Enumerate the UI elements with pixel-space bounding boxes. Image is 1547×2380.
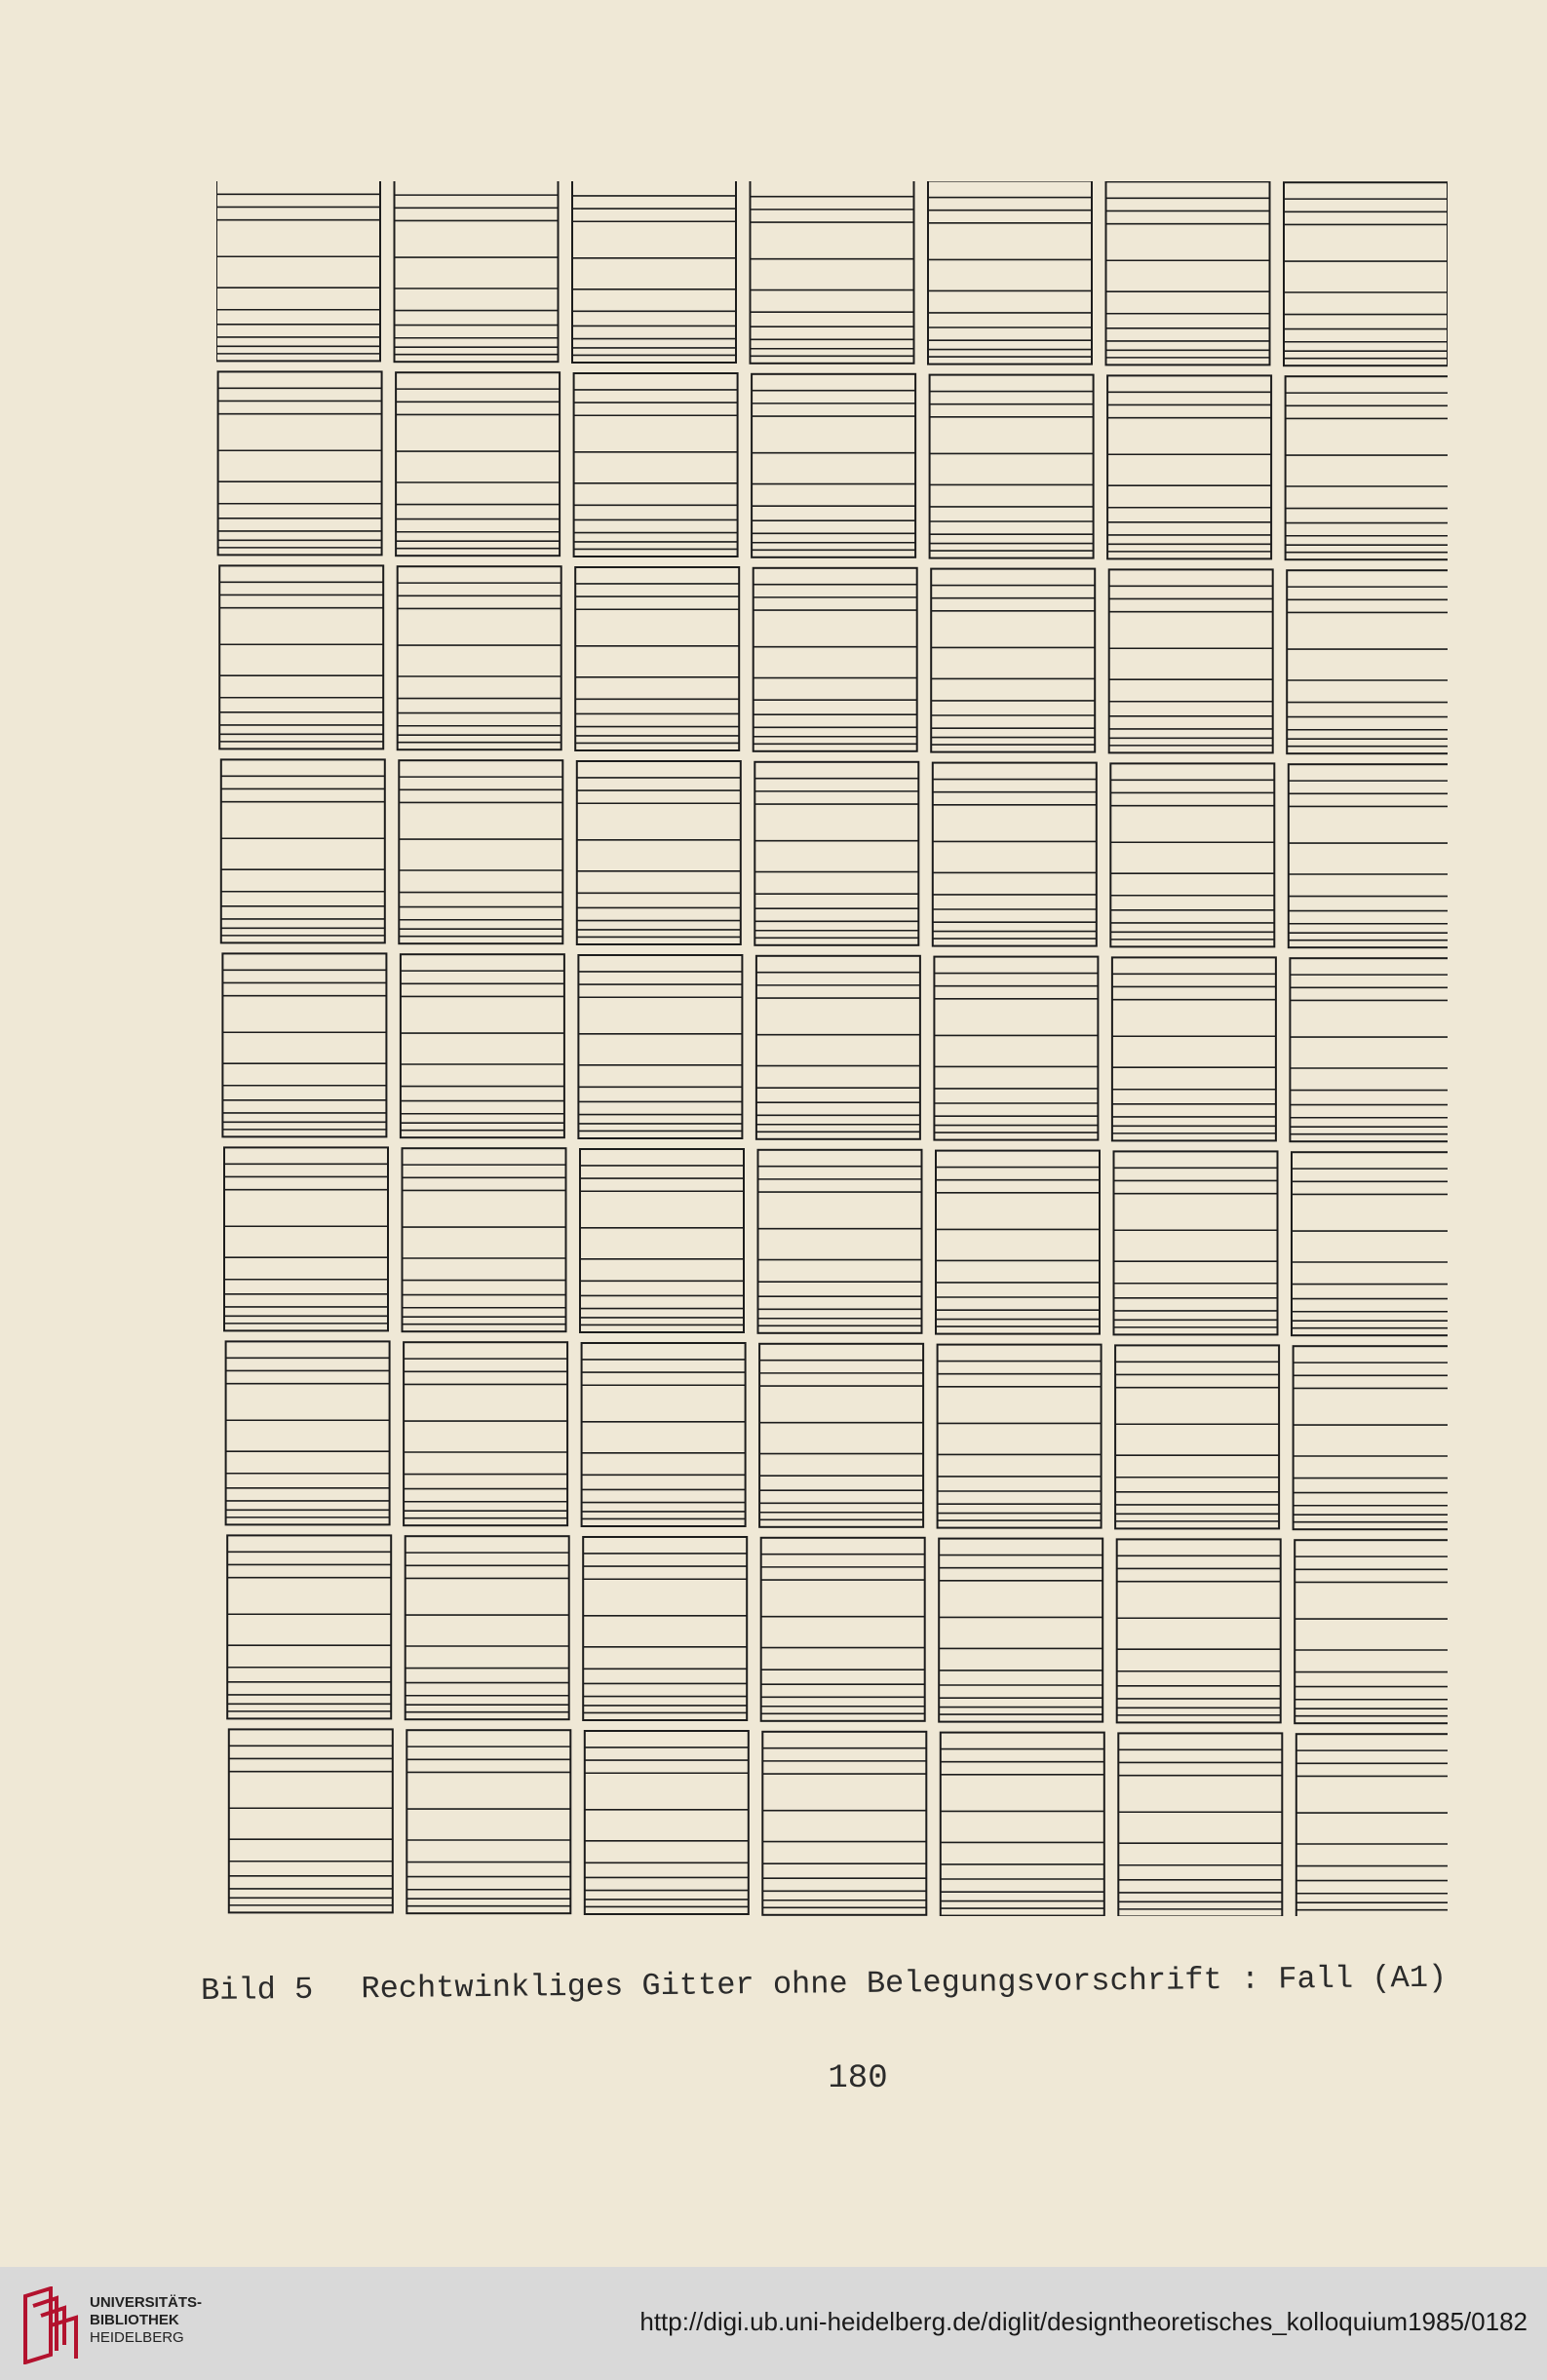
grid-cell <box>1294 1346 1448 1529</box>
grid-cell-border <box>221 759 385 942</box>
grid-cell <box>574 373 738 557</box>
grid-cell <box>1107 375 1271 558</box>
grid-cell <box>398 566 561 749</box>
grid-cell <box>227 1535 391 1718</box>
grid-cell <box>572 181 736 363</box>
grid-cell-border <box>754 762 918 945</box>
grid-cell <box>585 1731 749 1914</box>
grid-cell-border <box>1114 1151 1278 1334</box>
grid-cell-border <box>580 1149 744 1332</box>
grid-cell-border <box>1107 375 1271 558</box>
grid-cell-border <box>941 1733 1104 1916</box>
grid-cell-border <box>759 1344 923 1527</box>
grid-cell <box>928 181 1092 365</box>
library-name <box>90 2294 304 2347</box>
grid-cell <box>752 374 915 557</box>
grid-cell <box>218 371 382 555</box>
grid-cell <box>404 1342 567 1525</box>
grid-cell-border <box>938 1345 1102 1528</box>
grid-cell <box>226 1341 390 1524</box>
grid-cell <box>406 1536 569 1719</box>
grid-cell <box>222 953 386 1136</box>
grid-cell <box>1118 1733 1282 1916</box>
grid-cell <box>941 1733 1104 1916</box>
grid-cell <box>1117 1539 1281 1722</box>
grid-cell-border <box>583 1537 747 1720</box>
grid-cell-border <box>216 181 380 361</box>
grid-cell <box>754 762 918 945</box>
grid-cell-border <box>931 569 1095 752</box>
grid-cell <box>395 181 559 362</box>
grid-cell-border <box>218 371 382 555</box>
grid-cell <box>1290 958 1448 1141</box>
grid-cell-border <box>1109 569 1273 752</box>
grid-cell <box>396 372 560 556</box>
grid-cell-border <box>934 957 1098 1140</box>
grid-cell <box>931 569 1095 752</box>
grid-cell-border <box>1112 957 1276 1140</box>
grid-cell-border <box>752 374 915 557</box>
grid-cell-border <box>751 181 914 364</box>
grid-cell-border <box>582 1343 746 1526</box>
grid-cell <box>1284 182 1448 365</box>
grid-cell <box>221 759 385 942</box>
grid-cell <box>1109 569 1273 752</box>
grid-cell-border <box>1106 181 1270 365</box>
grid-cell-border <box>1118 1733 1282 1916</box>
grid-cell <box>1292 1152 1448 1335</box>
grid-cell-border <box>578 955 742 1138</box>
grid-cell <box>1112 957 1276 1140</box>
grid-cell <box>583 1537 747 1720</box>
rectangular-grid-figure <box>216 181 1448 1916</box>
grid-cell-border <box>1294 1346 1448 1529</box>
grid-cell <box>1286 376 1448 559</box>
grid-cell-border <box>1117 1539 1281 1722</box>
grid-cell <box>1287 570 1448 753</box>
grid-cell-border <box>761 1538 925 1721</box>
grid-cell-border <box>401 954 564 1137</box>
grid-cell-border <box>1287 570 1448 753</box>
grid-cell-border <box>933 763 1097 946</box>
caption-label: Bild 5 <box>200 1971 314 2009</box>
grid-cell <box>578 955 742 1138</box>
grid-cell <box>224 1147 388 1330</box>
grid-cell <box>577 761 741 944</box>
grid-cell-border <box>1295 1540 1448 1723</box>
grid-cell <box>580 1149 744 1332</box>
grid-cell <box>1114 1151 1278 1334</box>
grid-cell <box>403 1148 566 1331</box>
grid-cell-border <box>226 1341 390 1524</box>
grid-cell <box>751 181 914 364</box>
grid-cell-border <box>398 566 561 749</box>
grid-cell-border <box>585 1731 749 1914</box>
grid-cell-border <box>758 1150 922 1333</box>
grid-cell <box>406 1730 570 1913</box>
grid-cell <box>216 181 380 361</box>
grid-cell <box>759 1344 923 1527</box>
grid-cell <box>934 957 1098 1140</box>
grid-cell-border <box>930 375 1094 558</box>
grid-cell-border <box>219 565 383 749</box>
grid-cell-border <box>1296 1734 1448 1916</box>
grid-drawing <box>216 181 1448 1916</box>
grid-cell-border <box>229 1729 393 1912</box>
grid-cell <box>1289 764 1448 947</box>
grid-cell <box>401 954 564 1137</box>
grid-cell <box>1296 1734 1448 1916</box>
grid-cell-border <box>406 1730 570 1913</box>
library-name-line-1: UNIVERSITÄTS- <box>90 2294 203 2311</box>
grid-cell-border <box>756 956 920 1139</box>
grid-cell <box>936 1151 1100 1334</box>
grid-cell-border <box>754 568 917 751</box>
grid-cell-border <box>936 1151 1100 1334</box>
grid-cell-border <box>399 760 562 943</box>
grid-cell-border <box>1292 1152 1448 1335</box>
grid-cell <box>933 763 1097 946</box>
library-name-line-2: BIBLIOTHEK <box>90 2312 179 2328</box>
grid-cell <box>219 565 383 749</box>
grid-cell <box>1106 181 1270 365</box>
grid-cell-border <box>1286 376 1448 559</box>
grid-cell-border <box>575 567 739 750</box>
grid-cell-border <box>1110 763 1274 946</box>
footer-bar <box>0 2267 1547 2380</box>
grid-cell <box>939 1539 1102 1722</box>
library-name-line-3: HEIDELBERG <box>90 2329 184 2346</box>
grid-cell <box>399 760 562 943</box>
footer-url-link[interactable]: http://digi.ub.uni-heidelberg.de/diglit/designtheoretisches_kolloquium1985/0182 <box>639 2307 1528 2336</box>
grid-cell <box>1295 1540 1448 1723</box>
page-number: 180 <box>828 2060 888 2097</box>
grid-cell-border <box>1284 182 1448 365</box>
grid-cell-border <box>939 1539 1102 1722</box>
grid-cell <box>758 1150 922 1333</box>
grid-cell <box>229 1729 393 1912</box>
grid-cell-border <box>396 372 560 556</box>
grid-cell-border <box>574 373 738 557</box>
grid-cell-border <box>222 953 386 1136</box>
grid-cell <box>754 568 917 751</box>
grid-cell-border <box>227 1535 391 1718</box>
grid-cell-border <box>404 1342 567 1525</box>
grid-cell <box>762 1732 926 1915</box>
grid-cell <box>582 1343 746 1526</box>
grid-cell-border <box>403 1148 566 1331</box>
grid-cell-border <box>577 761 741 944</box>
grid-cell-border <box>1115 1345 1279 1528</box>
caption-text: Rechtwinkliges Gitter ohne Belegungsvorschrift : Fall (A1) <box>361 1959 1448 2008</box>
grid-cell-border <box>406 1536 569 1719</box>
grid-cell-border <box>928 181 1092 365</box>
figure-caption <box>201 1953 1488 2015</box>
grid-cell-border <box>224 1147 388 1330</box>
grid-cell <box>1115 1345 1279 1528</box>
grid-cell-border <box>1289 764 1448 947</box>
grid-cell <box>938 1345 1102 1528</box>
library-logo-icon <box>18 2286 84 2364</box>
grid-cell-border <box>1290 958 1448 1141</box>
grid-cell <box>1110 763 1274 946</box>
grid-cell <box>575 567 739 750</box>
grid-cell-border <box>762 1732 926 1915</box>
grid-cell <box>761 1538 925 1721</box>
grid-cell <box>756 956 920 1139</box>
grid-cell <box>930 375 1094 558</box>
